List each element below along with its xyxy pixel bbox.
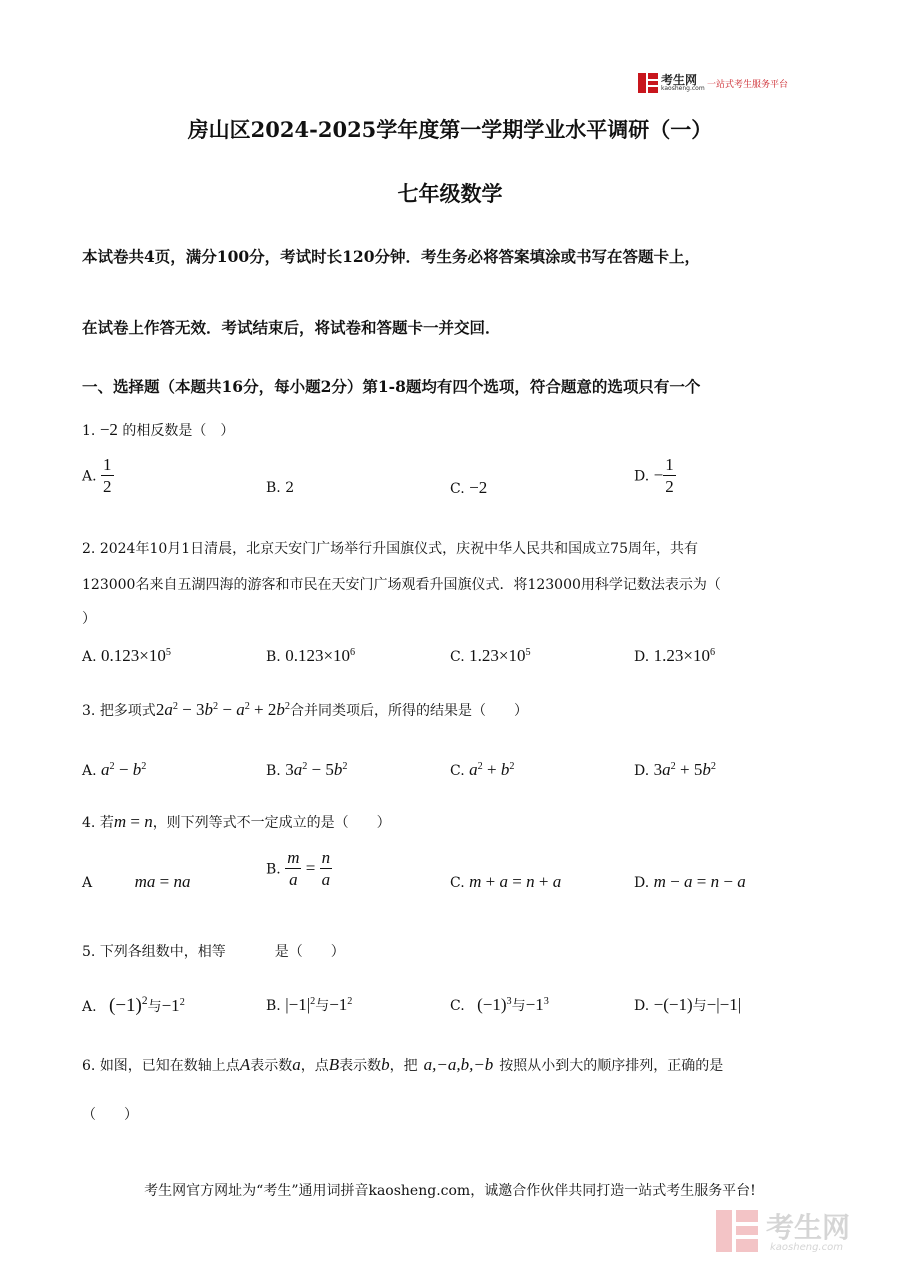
exam-subject: 七年级数学 (397, 181, 503, 206)
option-label: B. (266, 480, 281, 496)
q3-option-a (82, 760, 146, 780)
q2-d-value: $1.23\times 10^6$ (653, 646, 716, 665)
q4-condition: m = n (113, 812, 153, 831)
q4-option-d (634, 872, 746, 892)
option-label: D. (634, 875, 650, 891)
brand-name: 考生网 (661, 73, 698, 87)
option-label: C. (450, 481, 465, 497)
q1-d-fraction: $\frac{1}{2}$ (665, 455, 674, 496)
option-label: C. (450, 875, 465, 891)
option-label: A. (82, 649, 97, 665)
question-4 (82, 812, 391, 832)
question-2 (82, 538, 698, 558)
q1-expression: −2 (99, 420, 118, 439)
watermark (714, 1206, 884, 1256)
q4-b-left-fraction: $\frac{m}{a}$ (287, 848, 300, 889)
q6-list: a,−a,b,−b (423, 1055, 494, 1074)
q4-suffix: ，则下列等式不一定成立的是（ ） (152, 815, 391, 831)
q3-option-b (266, 760, 347, 780)
q3-a-value: $a^2 - b^2$ (101, 760, 147, 779)
option-label: A. (82, 763, 97, 779)
q2-line2: 123000名来自五湖四海的游客和市民在天安门广场观看升国旗仪式．将123000用科学记数法表示为（ (82, 577, 721, 593)
section1-heading: 一、选择题（本题共16分，每小题2分）第1-8题均有四个选项，符合题意的选项只有一个 (82, 377, 701, 396)
brand-url: kaosheng.com (661, 85, 705, 92)
question-6: 6. 如图，已知在数轴上点A表示数a，点B表示数b，把 a,−a,b,−b 按照从小到大的顺序排列，正确的是 (82, 1055, 724, 1074)
q1-option-c (450, 478, 487, 498)
page-footer: 考生网官方网址为“考生”通用词拼音kaosheng.com，诚邀合作伙伴共同打造一站式考生服务平台! (144, 1183, 756, 1199)
watermark-url: kaosheng.com (770, 1242, 843, 1253)
question-5 (82, 941, 345, 961)
q5-a-left: $(-1)^2$ (109, 995, 148, 1016)
q6-text4: 表示数 (339, 1058, 382, 1074)
q5-option-d: D. −(−1)与−|−1| (634, 995, 742, 1014)
q2-a-value: $0.123\times 10^5$ (101, 646, 171, 665)
q6-paren: （ ） (82, 1107, 138, 1123)
q3-c-value: $a^2 + b^2$ (469, 760, 515, 779)
q1-d-sign: − (653, 465, 664, 485)
instructions-line1: 本试卷共4页，满分100分，考试时长120分钟．考生务必将答案填涂或书写在答题卡上， (82, 247, 700, 266)
option-label: C. (450, 649, 465, 665)
exam-title: 房山区2024-2025学年度第一学期学业水平调研（一） (187, 117, 713, 142)
q2-b-value: $0.123\times 10^6$ (285, 646, 356, 665)
watermark-name: 考生网 (766, 1211, 851, 1244)
q4-d-value: m − a = n − a (653, 872, 746, 891)
q3-polynomial: $2a^2 - 3b^2 - a^2 + 2b^2$ (155, 700, 290, 719)
option-label: D. (634, 763, 650, 779)
q3-option-d (634, 760, 716, 780)
option-label: D. (634, 998, 650, 1014)
q6-text5: ，把 (389, 1058, 418, 1074)
q5-number: 5. (82, 944, 96, 960)
q6-text1: 如图，已知在数轴上点 (99, 1058, 240, 1074)
q2-line3: ） (82, 611, 96, 627)
q4-c-value: m + a = n + a (469, 872, 562, 891)
q2-number: 2. (82, 541, 96, 557)
q4-prefix: 若 (99, 815, 114, 831)
q1-option-d (634, 455, 676, 498)
q4-option-b: B. $\frac{m}{a}$ = $\frac{n}{a}$ (266, 848, 331, 889)
q4-option-a (82, 872, 190, 892)
option-label: A. (82, 468, 97, 485)
q1-stem: 的相反数是（ ） (122, 423, 235, 439)
question-3 (82, 700, 528, 720)
q1-option-b (266, 480, 294, 496)
q5-option-a: A. $(-1)^2$与$-1^2$ (82, 995, 185, 1016)
q1-b-value: 2 (285, 480, 295, 496)
q3-number: 3. (82, 703, 96, 719)
q5-option-b: B. $|-1|^2$与$-1^2$ (266, 995, 353, 1014)
q3-option-c (450, 760, 514, 780)
q1-number: 1. (82, 423, 96, 439)
q5-stem-b: 是（ ） (274, 944, 345, 960)
option-label: D. (634, 649, 650, 665)
option-label: A. (82, 999, 97, 1015)
q5-option-c: C. $(-1)^3$与$-1^3$ (450, 995, 549, 1014)
q5-stem-a: 下列各组数中，相等 (99, 944, 226, 960)
option-label: B. (266, 649, 281, 665)
q4-b-right-fraction: $\frac{n}{a}$ (321, 848, 331, 889)
q3-d-value: $3a^2 + 5b^2$ (653, 760, 716, 779)
q5-b-right: $-1^2$ (329, 995, 353, 1014)
question-1 (82, 420, 234, 440)
option-label: D. (634, 468, 650, 485)
q6-number: 6. (82, 1058, 96, 1074)
q2-option-d (634, 646, 715, 666)
q1-option-a (82, 455, 114, 498)
brand-slogan: 一站式考生服务平台 (707, 80, 789, 90)
q1-a-fraction: $\frac{1}{2}$ (103, 455, 112, 496)
q6-text6: 按照从小到大的顺序排列，正确的是 (499, 1058, 724, 1074)
q5-a-right: $-1^2$ (161, 996, 185, 1015)
option-label: C. (450, 998, 465, 1014)
q6-text3: ，点 (300, 1058, 329, 1074)
q3-b-value: $3a^2 - 5b^2$ (285, 760, 348, 779)
q5-d-left: −(−1) (653, 995, 693, 1014)
q3-prefix: 把多项式 (99, 703, 156, 719)
q2-option-c (450, 646, 531, 666)
q1-c-value: −2 (469, 478, 488, 497)
q4-option-c (450, 872, 561, 892)
q6-text2: 表示数 (250, 1058, 293, 1074)
option-label: C. (450, 763, 465, 779)
q5-c-right: $-1^3$ (525, 995, 549, 1014)
q3-suffix: 合并同类项后，所得的结果是（ ） (289, 703, 528, 719)
q2-c-value: $1.23\times 10^5$ (469, 646, 531, 665)
q5-c-left: $(-1)^3$ (477, 995, 512, 1014)
option-label: B. (266, 763, 281, 779)
q2-option-b (266, 646, 355, 666)
brand-header (637, 70, 812, 96)
q2-line1: 2024年10月1日清晨，北京天安门广场举行升国旗仪式，庆祝中华人民共和国成立75周年，共有 (99, 541, 698, 557)
option-label: B. (266, 861, 281, 878)
q2-option-a (82, 646, 171, 666)
option-label: B. (266, 998, 281, 1014)
instructions-line2: 在试卷上作答无效．考试结束后，将试卷和答题卡一并交回． (82, 318, 501, 337)
q5-b-left: $|-1|^2$ (285, 995, 316, 1014)
q5-d-right: −|−1| (706, 995, 742, 1014)
q4-a-value: ma = na (134, 872, 191, 891)
kaosheng-logo-icon (637, 72, 659, 94)
q4-number: 4. (82, 815, 96, 831)
kaosheng-watermark-icon (714, 1208, 760, 1254)
option-label: A (82, 875, 93, 891)
